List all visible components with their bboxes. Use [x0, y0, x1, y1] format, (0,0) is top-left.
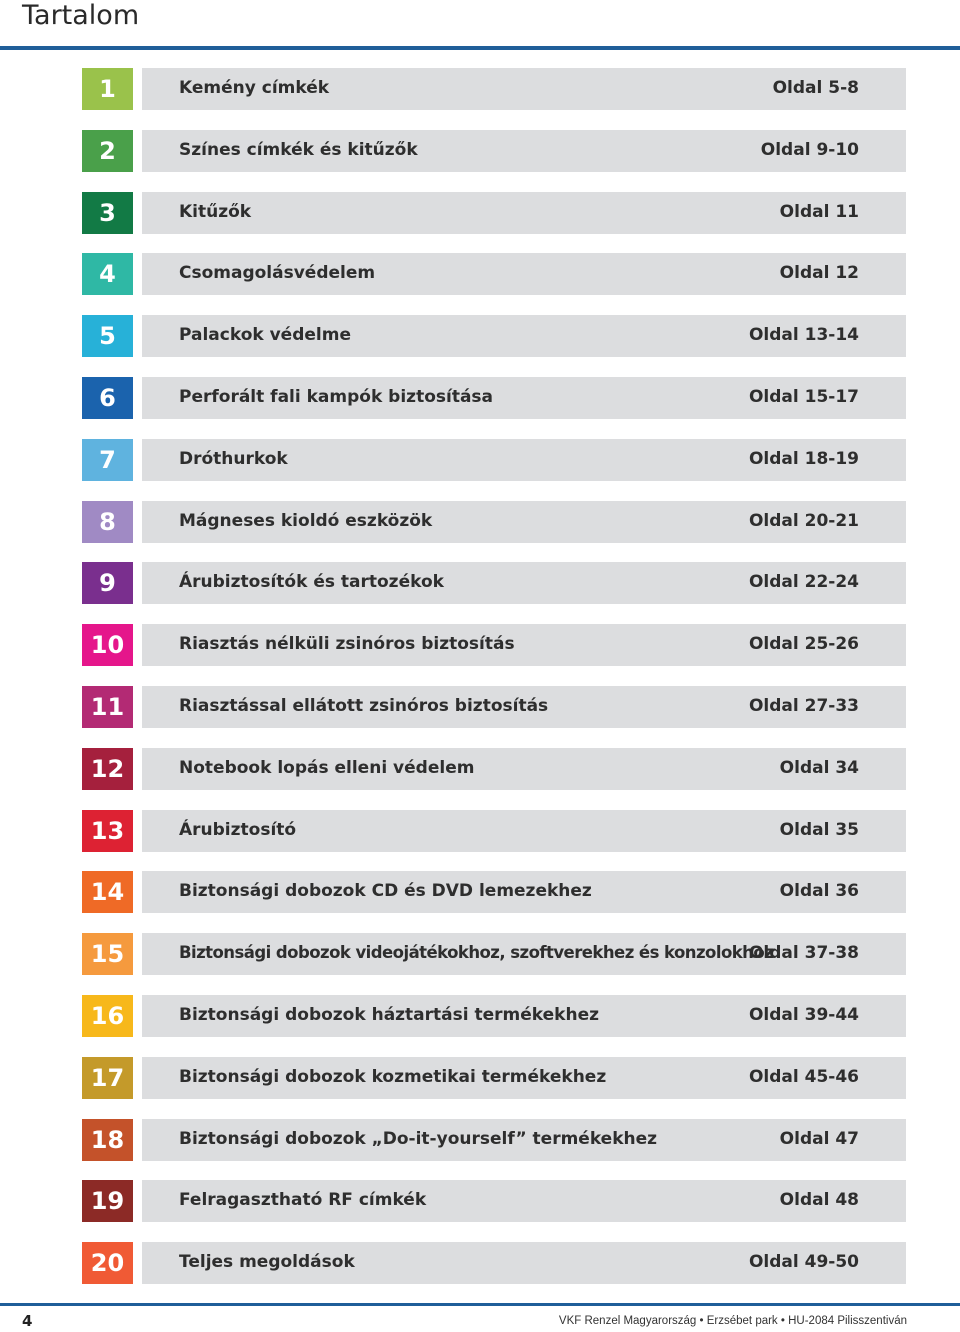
chapter-title: Mágneses kioldó eszközök [179, 511, 433, 531]
chapter-title: Notebook lopás elleni védelem [179, 758, 475, 778]
chapter-title: Árubiztosítók és tartozékok [179, 572, 444, 592]
toc-row[interactable] [82, 1180, 906, 1222]
chapter-page-range: Oldal 49-50 [748, 1252, 859, 1272]
chapter-title: Árubiztosító [179, 820, 297, 840]
toc-row[interactable] [82, 686, 906, 728]
chapter-page-range: Oldal 9-10 [760, 140, 859, 160]
chapter-page-range: Oldal 35 [779, 820, 859, 840]
chapter-title: Biztonsági dobozok CD és DVD lemezekhez [179, 881, 592, 901]
toc-entry-bar [142, 1242, 906, 1284]
chapter-page-range: Oldal 15-17 [748, 387, 859, 407]
footer-divider [0, 1303, 960, 1306]
chapter-title: Dróthurkok [179, 449, 288, 469]
toc-entry-bar [142, 1119, 906, 1161]
toc-row[interactable] [82, 68, 906, 110]
toc-row[interactable] [82, 501, 906, 543]
toc-entry-bar [142, 192, 906, 234]
chapter-number-badge: 6 [82, 377, 133, 419]
chapter-page-range: Oldal 5-8 [772, 78, 859, 98]
chapter-title: Riasztással ellátott zsinóros biztosítás [179, 696, 549, 716]
chapter-number-badge: 15 [82, 933, 133, 975]
chapter-page-range: Oldal 48 [779, 1190, 859, 1210]
toc-entry-bar [142, 933, 906, 975]
toc-entry-bar [142, 562, 906, 604]
chapter-title: Teljes megoldások [179, 1252, 355, 1272]
chapter-number-badge: 3 [82, 192, 133, 234]
chapter-page-range: Oldal 11 [779, 202, 859, 222]
toc-entry-bar [142, 315, 906, 357]
chapter-number-badge: 11 [82, 686, 133, 728]
toc-row[interactable] [82, 810, 906, 852]
toc-entry-bar [142, 439, 906, 481]
chapter-title: Csomagolásvédelem [179, 263, 376, 283]
chapter-page-range: Oldal 37-38 [748, 943, 859, 963]
footer-address: VKF Renzel Magyarország • Erzsébet park • HU-2084 Pilisszentiván [558, 1315, 907, 1327]
toc-entry-bar [142, 871, 906, 913]
chapter-number-badge: 9 [82, 562, 133, 604]
chapter-number-badge: 18 [82, 1119, 133, 1161]
chapter-title: Felragasztható RF címkék [179, 1190, 427, 1210]
toc-entry-bar [142, 748, 906, 790]
chapter-number-badge: 20 [82, 1242, 133, 1284]
toc-row[interactable] [82, 130, 906, 172]
toc-row[interactable] [82, 995, 906, 1037]
toc-entry-bar [142, 130, 906, 172]
toc-row[interactable] [82, 315, 906, 357]
toc-row[interactable] [82, 377, 906, 419]
toc-row[interactable] [82, 562, 906, 604]
page-title: Tartalom [22, 0, 140, 31]
chapter-title: Biztonsági dobozok kozmetikai termékekhez [179, 1067, 607, 1087]
toc-row[interactable] [82, 439, 906, 481]
toc-entry-bar [142, 624, 906, 666]
toc-row[interactable] [82, 1057, 906, 1099]
chapter-page-range: Oldal 25-26 [748, 634, 859, 654]
chapter-page-range: Oldal 22-24 [748, 572, 859, 592]
chapter-number-badge: 4 [82, 253, 133, 295]
toc-entry-bar [142, 1180, 906, 1222]
chapter-page-range: Oldal 39-44 [748, 1005, 859, 1025]
chapter-number-badge: 13 [82, 810, 133, 852]
chapter-title: Perforált fali kampók biztosítása [179, 387, 494, 407]
chapter-title: Kemény címkék [179, 78, 330, 98]
toc-entry-bar [142, 501, 906, 543]
toc-row[interactable] [82, 192, 906, 234]
toc-entry-bar [142, 68, 906, 110]
chapter-number-badge: 16 [82, 995, 133, 1037]
chapter-title: Riasztás nélküli zsinóros biztosítás [179, 634, 515, 654]
chapter-number-badge: 14 [82, 871, 133, 913]
toc-entry-bar [142, 686, 906, 728]
toc-row[interactable] [82, 1119, 906, 1161]
chapter-title: Biztonsági dobozok háztartási termékekhez [179, 1005, 599, 1025]
footer-page-number: 4 [22, 1312, 33, 1330]
chapter-page-range: Oldal 20-21 [748, 511, 859, 531]
chapter-title: Biztonsági dobozok „Do-it-yourself” termékekhez [179, 1129, 658, 1149]
chapter-number-badge: 2 [82, 130, 133, 172]
chapter-page-range: Oldal 13-14 [748, 325, 859, 345]
chapter-number-badge: 19 [82, 1180, 133, 1222]
chapter-page-range: Oldal 27-33 [748, 696, 859, 716]
chapter-title: Biztonsági dobozok videojátékokhoz, szoftverekhez és konzolokhoz [179, 943, 774, 962]
title-divider [0, 46, 960, 50]
chapter-number-badge: 7 [82, 439, 133, 481]
chapter-title: Kitűzők [179, 202, 252, 222]
chapter-page-range: Oldal 18-19 [748, 449, 859, 469]
toc-row[interactable] [82, 253, 906, 295]
toc-entry-bar [142, 995, 906, 1037]
chapter-page-range: Oldal 12 [779, 263, 859, 283]
toc-entry-bar [142, 253, 906, 295]
toc-row[interactable] [82, 933, 906, 975]
chapter-title: Palackok védelme [179, 325, 351, 345]
toc-row[interactable] [82, 748, 906, 790]
chapter-page-range: Oldal 45-46 [748, 1067, 859, 1087]
chapter-page-range: Oldal 47 [779, 1129, 859, 1149]
chapter-number-badge: 10 [82, 624, 133, 666]
toc-entry-bar [142, 1057, 906, 1099]
toc-entry-bar [142, 810, 906, 852]
toc-row[interactable] [82, 1242, 906, 1284]
chapter-number-badge: 17 [82, 1057, 133, 1099]
chapter-title: Színes címkék és kitűzők [179, 140, 418, 160]
chapter-page-range: Oldal 36 [779, 881, 859, 901]
chapter-number-badge: 12 [82, 748, 133, 790]
chapter-number-badge: 1 [82, 68, 133, 110]
chapter-page-range: Oldal 34 [779, 758, 859, 778]
chapter-number-badge: 5 [82, 315, 133, 357]
toc-entry-bar [142, 377, 906, 419]
toc-row[interactable] [82, 871, 906, 913]
chapter-number-badge: 8 [82, 501, 133, 543]
toc-row[interactable] [82, 624, 906, 666]
